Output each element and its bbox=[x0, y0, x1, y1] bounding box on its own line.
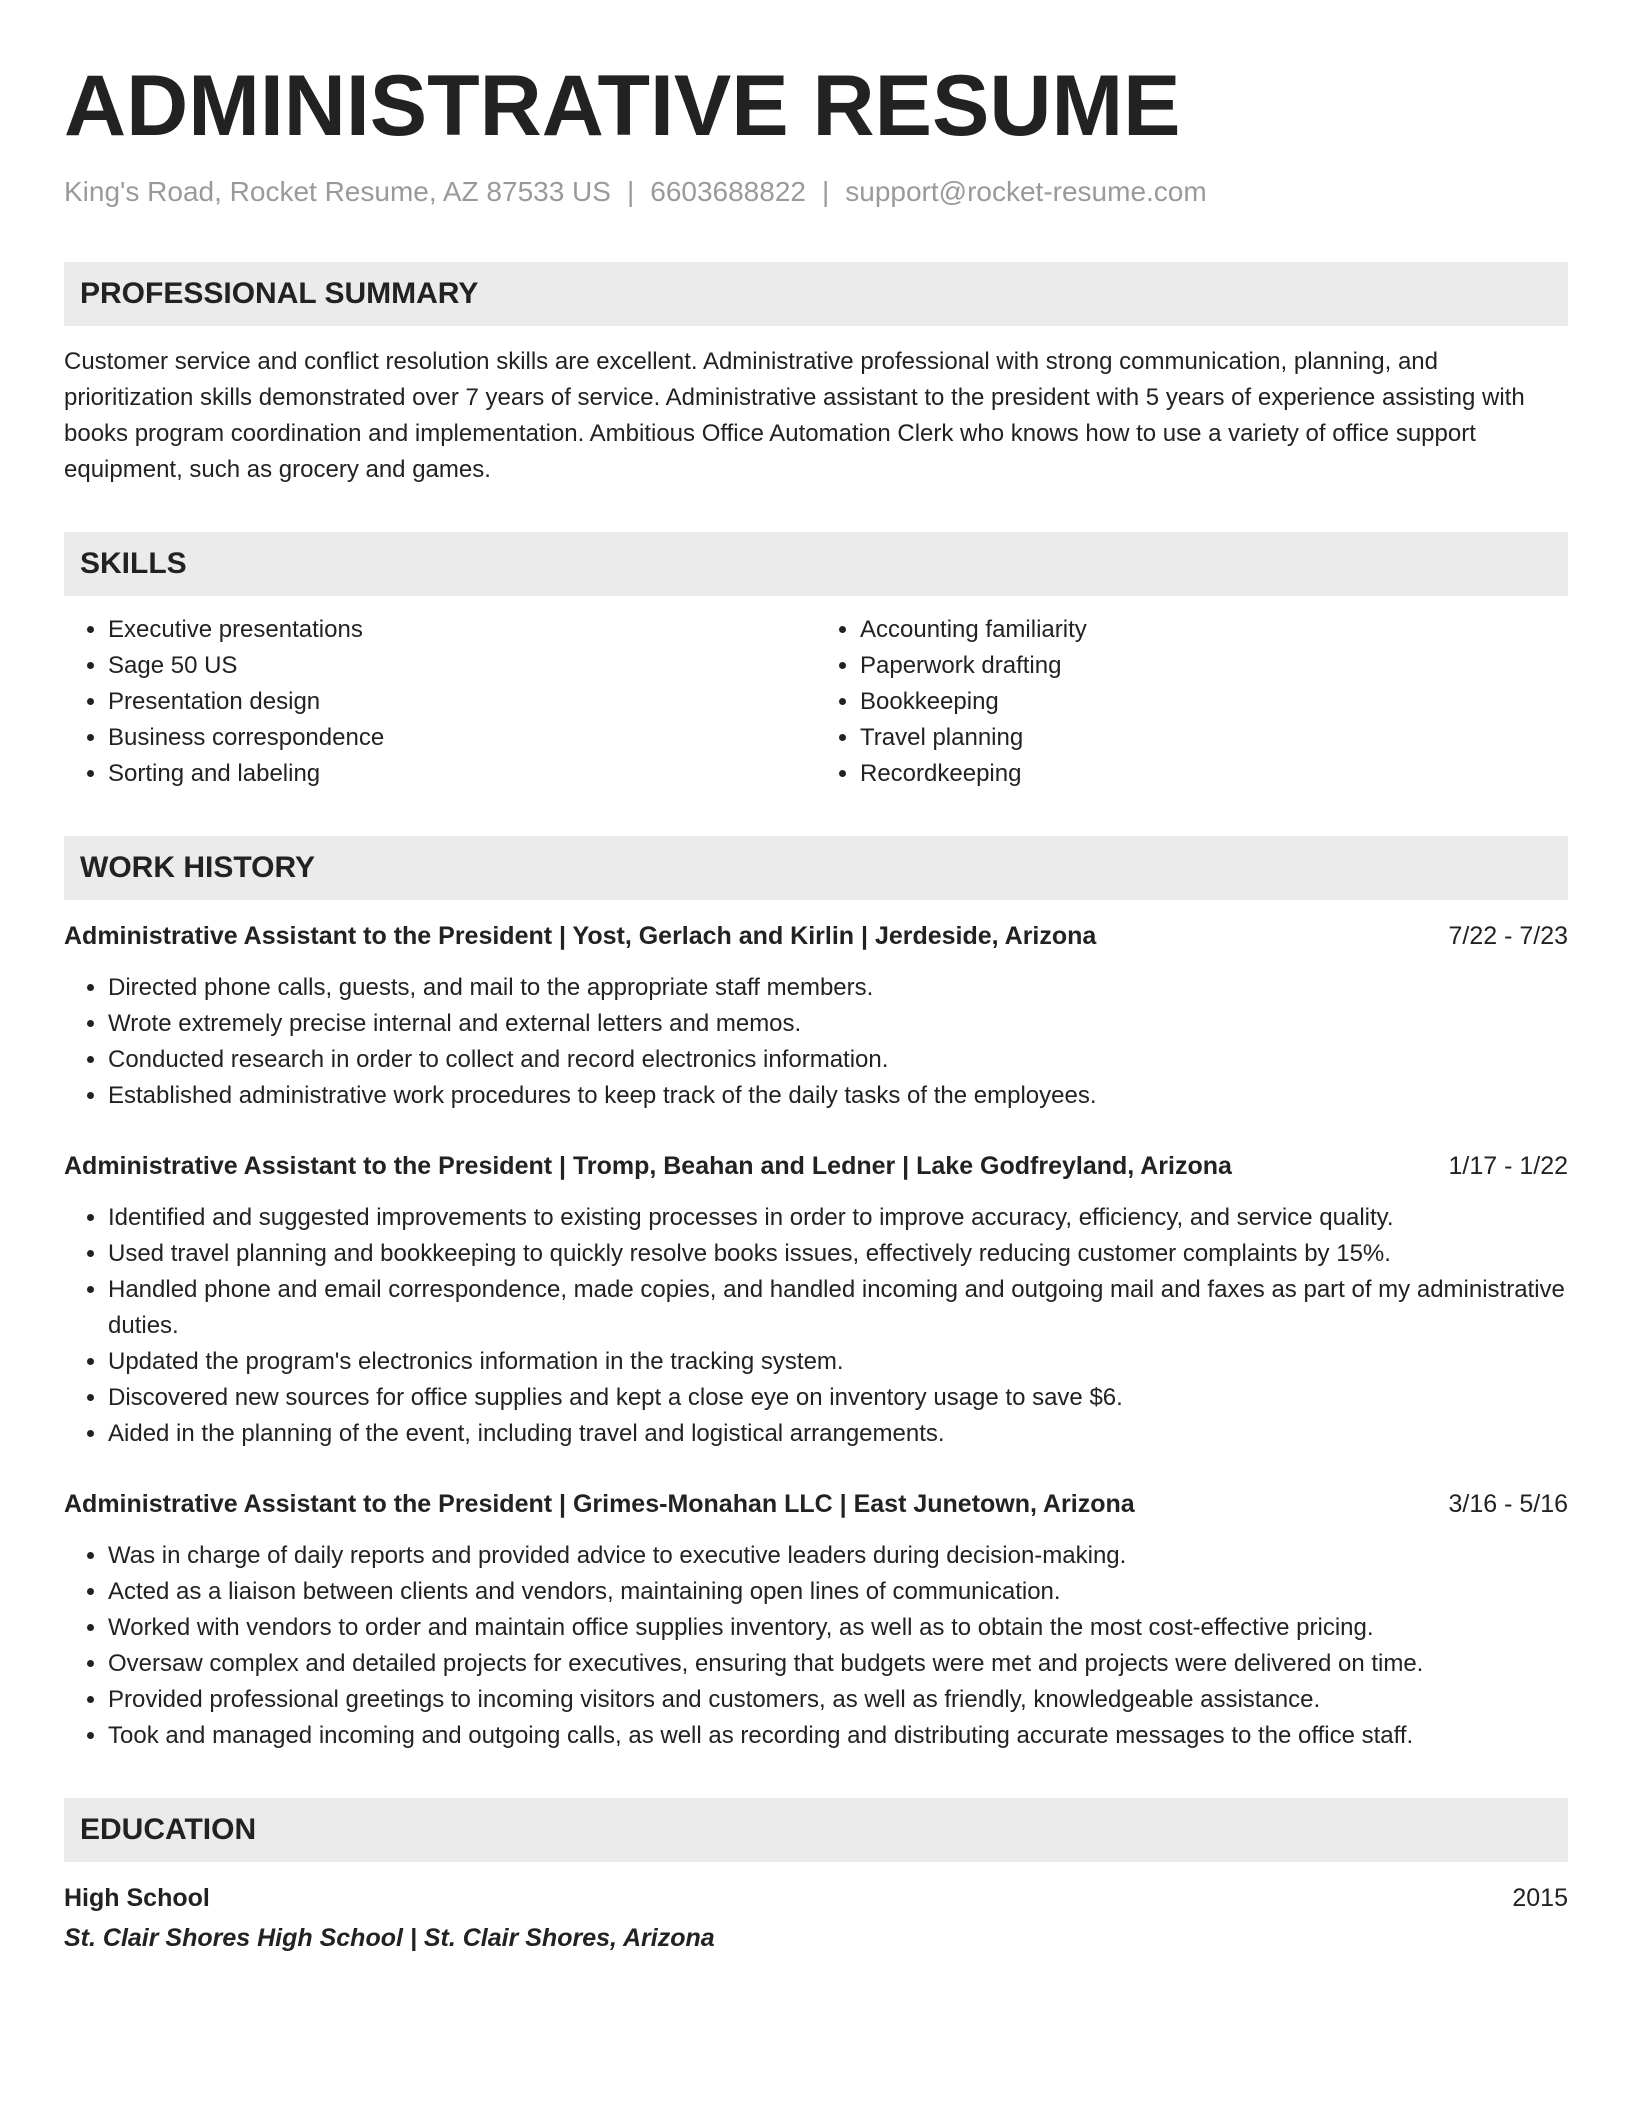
summary-text: Customer service and conflict resolution skills are excellent. Administrative professional with strong communication, planning, and prioritization skills demonstrated over 7 years of service. Administrative assistant to the president with 5 years of experience assisting with books program coordination and implementation. Ambitious Office Automation Clerk who knows how to use a variety of office support equipment, such as grocery and games. bbox=[64, 348, 1525, 483]
education-school: St. Clair Shores High School | St. Clair Shores, Arizona bbox=[64, 1924, 715, 1952]
job-duty: • Conducted research in order to collect and record electronics information. bbox=[108, 1042, 1568, 1078]
education-heading: EDUCATION bbox=[64, 1798, 1568, 1862]
skills-list bbox=[64, 612, 1568, 792]
job-dates: 7/22 - 7/23 bbox=[1448, 922, 1568, 950]
job-header bbox=[64, 918, 1568, 954]
education-year: 2015 bbox=[1512, 1884, 1568, 1912]
skill-item: • Accounting familiarity bbox=[860, 612, 1568, 648]
education-entry bbox=[64, 1880, 1568, 1956]
job-duty: • Was in charge of daily reports and provided advice to executive leaders during decision-making. bbox=[108, 1538, 1568, 1574]
job-duty: • Handled phone and email correspondence, made copies, and handled incoming and outgoing mail and faxes as part of my administrative duties. bbox=[108, 1272, 1568, 1344]
job-duty: • Identified and suggested improvements to existing processes in order to improve accuracy, efficiency, and service quality. bbox=[108, 1200, 1568, 1236]
contact-separator: | bbox=[626, 176, 635, 207]
skill-item: • Presentation design bbox=[108, 684, 816, 720]
contact-line bbox=[64, 174, 1568, 210]
contact-address: King's Road, Rocket Resume, AZ 87533 US bbox=[64, 176, 611, 207]
contact-separator: | bbox=[821, 176, 830, 207]
job-duty: • Oversaw complex and detailed projects for executives, ensuring that budgets were met and projects were delivered on time. bbox=[108, 1646, 1568, 1682]
job-duty: • Used travel planning and bookkeeping to quickly resolve books issues, effectively reducing customer complaints by 15%. bbox=[108, 1236, 1568, 1272]
skill-item: • Travel planning bbox=[860, 720, 1568, 756]
job-duty: • Established administrative work procedures to keep track of the daily tasks of the employees. bbox=[108, 1078, 1568, 1114]
skill-item: • Executive presentations bbox=[108, 612, 816, 648]
job-entry bbox=[64, 918, 1568, 1114]
skills-column-2 bbox=[816, 612, 1568, 792]
contact-email: support@rocket-resume.com bbox=[845, 176, 1207, 207]
job-duty: • Updated the program's electronics information in the tracking system. bbox=[108, 1344, 1568, 1380]
job-duty: • Discovered new sources for office supplies and kept a close eye on inventory usage to save $6. bbox=[108, 1380, 1568, 1416]
job-title: Administrative Assistant to the President | Tromp, Beahan and Ledner | Lake Godfreyland, Arizona bbox=[64, 1152, 1232, 1180]
job-duty: • Took and managed incoming and outgoing calls, as well as recording and distributing accurate messages to the office staff. bbox=[108, 1718, 1568, 1754]
skill-item: • Business correspondence bbox=[108, 720, 816, 756]
job-title: Administrative Assistant to the President | Grimes-Monahan LLC | East Junetown, Arizona bbox=[64, 1490, 1135, 1518]
job-duty: • Directed phone calls, guests, and mail to the appropriate staff members. bbox=[108, 970, 1568, 1006]
job-duties bbox=[64, 1200, 1568, 1452]
job-header bbox=[64, 1148, 1568, 1184]
skills-heading: SKILLS bbox=[64, 532, 1568, 596]
job-duty: • Acted as a liaison between clients and vendors, maintaining open lines of communication. bbox=[108, 1574, 1568, 1610]
job-duty: • Worked with vendors to order and maintain office supplies inventory, as well as to obtain the most cost-effective pricing. bbox=[108, 1610, 1568, 1646]
job-duties bbox=[64, 970, 1568, 1114]
education-header bbox=[64, 1880, 1568, 1916]
job-dates: 3/16 - 5/16 bbox=[1448, 1490, 1568, 1518]
job-duty: • Provided professional greetings to incoming visitors and customers, as well as friendly, knowledgeable assistance. bbox=[108, 1682, 1568, 1718]
job-entry bbox=[64, 1486, 1568, 1754]
work-history-heading: WORK HISTORY bbox=[64, 836, 1568, 900]
job-header bbox=[64, 1486, 1568, 1522]
skills-column-1 bbox=[64, 612, 816, 792]
resume-name: ADMINISTRATIVE RESUME bbox=[64, 58, 1181, 154]
skill-item: • Sorting and labeling bbox=[108, 756, 816, 792]
summary-heading: PROFESSIONAL SUMMARY bbox=[64, 262, 1568, 326]
skill-item: • Sage 50 US bbox=[108, 648, 816, 684]
skill-item: • Paperwork drafting bbox=[860, 648, 1568, 684]
job-title: Administrative Assistant to the President | Yost, Gerlach and Kirlin | Jerdeside, Arizona bbox=[64, 922, 1097, 950]
job-duty: • Wrote extremely precise internal and external letters and memos. bbox=[108, 1006, 1568, 1042]
job-dates: 1/17 - 1/22 bbox=[1448, 1152, 1568, 1180]
job-duties bbox=[64, 1538, 1568, 1754]
education-degree: High School bbox=[64, 1884, 210, 1912]
contact-phone: 6603688822 bbox=[650, 176, 806, 207]
skill-item: • Recordkeeping bbox=[860, 756, 1568, 792]
job-entry bbox=[64, 1148, 1568, 1452]
job-duty: • Aided in the planning of the event, including travel and logistical arrangements. bbox=[108, 1416, 1568, 1452]
skill-item: • Bookkeeping bbox=[860, 684, 1568, 720]
